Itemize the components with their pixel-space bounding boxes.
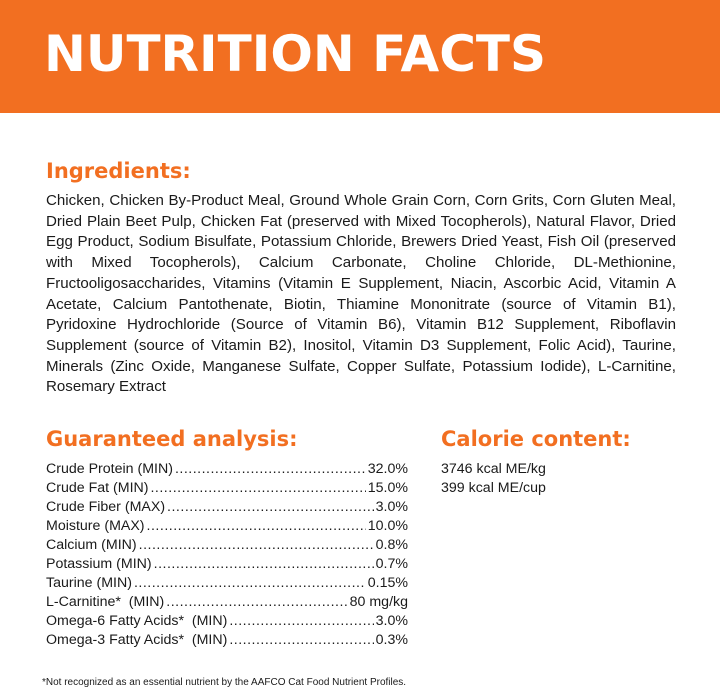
analysis-value: 3.0% [375, 499, 408, 515]
analysis-label: Omega-3 Fatty Acids* (MIN) [46, 632, 228, 648]
page-title: NUTRITION FACTS [44, 25, 547, 83]
analysis-label: Crude Fat (MIN) [46, 480, 149, 496]
analysis-row [46, 479, 408, 498]
dot-leader [150, 479, 365, 498]
analysis-row [46, 517, 408, 536]
guaranteed-analysis-table [46, 460, 408, 650]
dot-leader [167, 498, 374, 517]
analysis-label: Potassium (MIN) [46, 556, 152, 572]
dot-leader [166, 593, 347, 612]
analysis-row [46, 555, 408, 574]
analysis-label: Taurine (MIN) [46, 575, 132, 591]
calorie-line: 3746 kcal ME/kg [441, 461, 546, 477]
analysis-row [46, 631, 408, 650]
dot-leader [229, 612, 373, 631]
dot-leader [154, 555, 374, 574]
analysis-label: Crude Fiber (MAX) [46, 499, 166, 515]
dot-leader [139, 536, 374, 555]
analysis-row [46, 498, 408, 517]
dot-leader [229, 631, 373, 650]
footnote: *Not recognized as an essential nutrient by the AAFCO Cat Food Nutrient Profiles. [42, 677, 407, 688]
calorie-line: 399 kcal ME/cup [441, 480, 546, 496]
ingredients-heading: Ingredients: [46, 159, 191, 183]
analysis-value: 0.8% [375, 537, 408, 553]
analysis-value: 0.3% [375, 632, 408, 648]
analysis-label: Omega-6 Fatty Acids* (MIN) [46, 613, 228, 629]
dot-leader [134, 574, 366, 593]
ingredients-list: Chicken, Chicken By-Product Meal, Ground Whole Grain Corn, Corn Grits, Corn Gluten Meal, Dried Plain Beet Pulp, Chicken Fat (preserved with Mixed Tocopherols), Natural Flavor, Dried Egg Product, Sodium Bisulfate, Potassium Chloride, Brewers Dried Yeast, Fish Oil (preserved with Mixed Tocopherols), Calcium Carbonate, Choline Chloride, DL-Methionine, Fructooligosaccharides, Vitamins (Vitamin E Supplement, Niacin, Ascorbic Acid, Vitamin A Acetate, Calcium Pantothenate, Biotin, Thiamine Mononitrate (source of Vitamin B1), Pyridoxine Hydrochloride (Source of Vitamin B6), Vitamin B12 Supplement, Riboflavin Supplement (source of Vitamin B2), Inositol, Vitamin D3 Supplement, Folic Acid), Taurine, Minerals (Zinc Oxide, Manganese Sulfate, Copper Sulfate, Potassium Iodide), L-Carnitine, Rosemary Extract [46, 192, 676, 396]
analysis-value: 0.15% [367, 575, 408, 591]
calorie-content-heading: Calorie content: [441, 427, 631, 451]
analysis-label: Moisture (MAX) [46, 518, 145, 534]
analysis-row [46, 536, 408, 555]
analysis-label: L-Carnitine* (MIN) [46, 594, 165, 610]
dot-leader [147, 517, 366, 536]
analysis-row [46, 612, 408, 631]
analysis-value: 80 mg/kg [349, 594, 408, 610]
analysis-label: Calcium (MIN) [46, 537, 137, 553]
calorie-content-list [441, 460, 546, 498]
analysis-value: 15.0% [367, 480, 408, 496]
analysis-row [46, 574, 408, 593]
guaranteed-analysis-heading: Guaranteed analysis: [46, 427, 298, 451]
analysis-value: 0.7% [375, 556, 408, 572]
analysis-value: 32.0% [367, 461, 408, 477]
analysis-label: Crude Protein (MIN) [46, 461, 173, 477]
title-banner [0, 0, 720, 113]
analysis-value: 10.0% [367, 518, 408, 534]
dot-leader [175, 460, 366, 479]
analysis-value: 3.0% [375, 613, 408, 629]
analysis-row [46, 593, 408, 612]
analysis-row [46, 460, 408, 479]
